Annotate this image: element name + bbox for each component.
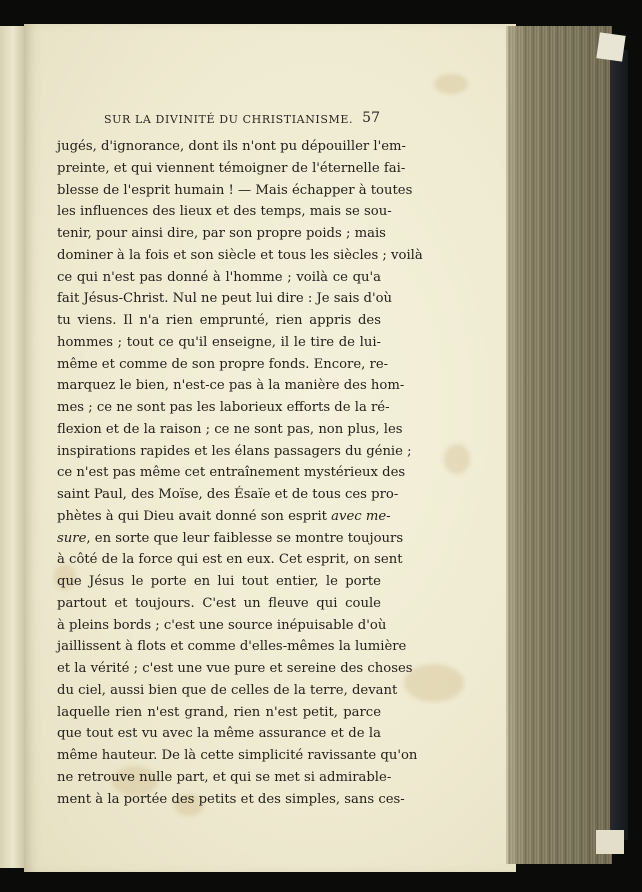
text-line: partout et toujours. C'est un fleuve qui coule <box>57 595 381 611</box>
text-line: dominer à la fois et son siècle et tous les siècles ; voilà <box>57 247 423 263</box>
text-line: saint Paul, des Moïse, des Ésaïe et de tous ces pro- <box>57 487 399 502</box>
facing-page-edge <box>0 26 25 868</box>
text-line: flexion et de la raison ; ce ne sont pas, non plus, les <box>57 421 403 437</box>
text-line: à pleins bords ; c'est une source inépuisable d'où <box>57 617 387 633</box>
text-line: du ciel, aussi bien que de celles de la terre, devant <box>57 682 398 698</box>
cover-edge <box>610 50 628 840</box>
text-line: ce n'est pas même cet entraînement mystérieux des <box>57 465 406 481</box>
text-line: hommes ; tout ce qu'il enseigne, il le tire de lui- <box>57 334 381 350</box>
text-line <box>57 506 391 528</box>
text-line: les influences des lieux et des temps, mais se sou- <box>57 204 392 220</box>
text-line: blesse de l'esprit humain ! — Mais échapper à toutes <box>57 182 413 198</box>
text-line: que tout est vu avec la même assurance et de la <box>57 726 381 742</box>
text-segment: , en sorte que leur faiblesse se montre toujours <box>86 530 404 546</box>
body-text <box>57 136 423 810</box>
text-line: jugés, d'ignorance, dont ils n'ont pu dépouiller l'em- <box>57 139 406 154</box>
text-line: ne retrouve nulle part, et qui se met si admirable- <box>57 769 392 785</box>
text-line: et la vérité ; c'est une vue pure et sereine des choses <box>57 661 413 676</box>
text-line <box>57 528 404 550</box>
text-line: marquez le bien, n'est-ce pas à la manière des hom- <box>57 378 405 394</box>
page-number: 57 <box>362 110 380 126</box>
running-head <box>104 110 380 130</box>
text-line: ce qui n'est pas donné à l'homme ; voilà ce qu'a <box>57 269 381 285</box>
foxing-spot <box>444 444 470 474</box>
page-block-edge <box>506 26 612 864</box>
text-line: tu viens. Il n'a rien emprunté, rien appris des <box>57 313 381 328</box>
foxing-spot <box>434 74 468 94</box>
cover-corner-top <box>596 32 625 61</box>
cover-corner-bottom <box>596 830 624 854</box>
text-line: même hauteur. De là cette simplicité ravissante qu'on <box>57 748 418 763</box>
italic-phrase: avec me- <box>331 508 391 524</box>
foxing-spot <box>404 664 464 702</box>
text-line: même et comme de son propre fonds. Encore, re- <box>57 356 389 372</box>
text-line: preinte, et qui viennent témoigner de l'éternelle fai- <box>57 160 406 176</box>
text-line: tenir, pour ainsi dire, par son propre poids ; mais <box>57 226 386 241</box>
text-line: jaillissent à flots et comme d'elles-mêmes la lumière <box>57 639 407 655</box>
text-line: à côté de la force qui est en eux. Cet esprit, on sent <box>57 552 403 568</box>
italic-phrase: sure <box>57 530 87 546</box>
text-line: mes ; ce ne sont pas les laborieux efforts de la ré- <box>57 400 390 415</box>
text-line: inspirations rapides et les élans passagers du génie ; <box>57 443 412 459</box>
text-line: laquelle rien n'est grand, rien n'est petit, parce <box>57 704 381 720</box>
text-segment: phètes à qui Dieu avait donné son esprit <box>57 508 327 524</box>
running-title: SUR LA DIVINITÉ DU CHRISTIANISME. <box>104 113 354 126</box>
text-line: ment à la portée des petits et des simples, sans ces- <box>57 791 405 807</box>
text-line: que Jésus le porte en lui tout entier, le porte <box>57 574 381 589</box>
text-line: fait Jésus-Christ. Nul ne peut lui dire : Je sais d'où <box>57 291 393 307</box>
